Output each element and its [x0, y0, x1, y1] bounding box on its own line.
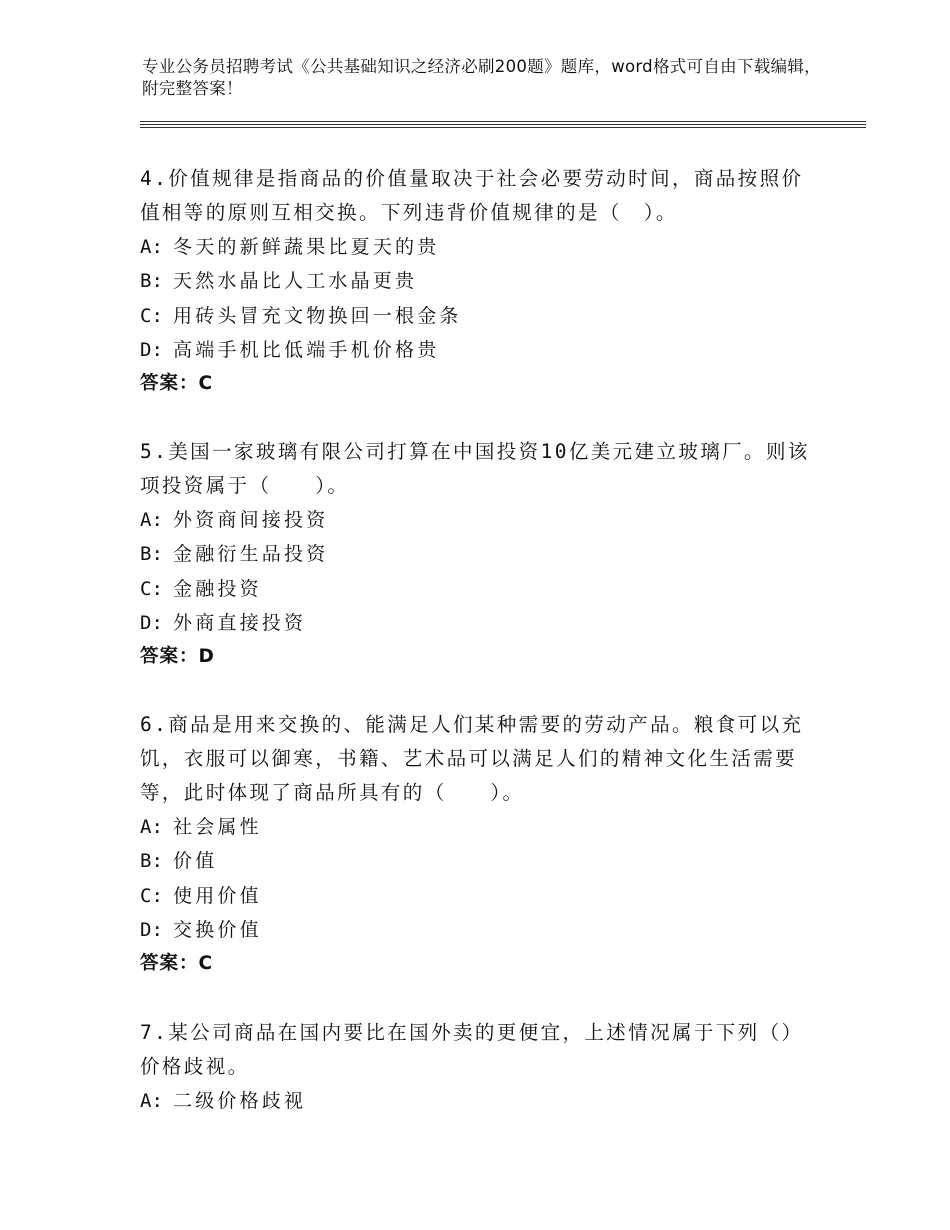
- option-c: [140, 879, 820, 913]
- option-letter: A:: [140, 1090, 163, 1112]
- answer-value: C: [198, 953, 214, 975]
- option-text: 高端手机比低端手机价格贵: [173, 338, 440, 361]
- answer-value: D: [198, 646, 215, 668]
- option-text: 外商直接投资: [173, 611, 307, 634]
- question-stem: 6.商品是用来交换的、能满足人们某种需要的劳动产品。粮食可以充饥，衣服可以御寒，书籍、艺术品可以满足人们的精神文化生活需要等，此时体现了商品所具有的（ ）。: [140, 713, 804, 804]
- option-text: 使用价值: [173, 884, 262, 907]
- option-d: [140, 333, 820, 367]
- answer-line: [140, 640, 820, 674]
- question-stem: 7.某公司商品在国内要比在国外卖的更便宜，上述情况属于下列（）价格歧视。: [140, 1021, 804, 1078]
- question-block: [140, 435, 820, 674]
- header-divider-line: [140, 127, 866, 128]
- option-d: [140, 606, 820, 640]
- question-block: [140, 708, 820, 981]
- option-letter: A:: [140, 816, 163, 838]
- option-c: [140, 572, 820, 606]
- option-letter: A:: [140, 509, 163, 531]
- answer-value: C: [198, 373, 214, 395]
- option-a: [140, 810, 820, 844]
- answer-line: [140, 367, 820, 401]
- option-letter: C:: [140, 577, 163, 600]
- option-b: [140, 844, 820, 878]
- option-letter: D:: [140, 338, 163, 361]
- option-d: [140, 913, 820, 947]
- option-letter: B:: [140, 543, 163, 566]
- option-text: 用砖头冒充文物换回一根金条: [173, 304, 462, 327]
- option-text: 交换价值: [173, 918, 262, 941]
- document-header: 专业公务员招聘考试《公共基础知识之经济必刷200题》题库，word格式可自由下载编辑，附完整答案！: [142, 57, 821, 98]
- option-text: 金融衍生品投资: [173, 543, 329, 566]
- option-letter: D:: [140, 611, 163, 634]
- question-stem: 4.价值规律是指商品的价值量取决于社会必要劳动时间，商品按照价值相等的原则互相交换。下列违背价值规律的是（ ）。: [140, 167, 804, 224]
- answer-label: 答案：: [140, 953, 199, 975]
- option-letter: C:: [140, 884, 163, 907]
- option-letter: B:: [140, 850, 163, 873]
- option-letter: D:: [140, 918, 163, 941]
- option-text: 价值: [173, 850, 218, 873]
- question-stem: 5.美国一家玻璃有限公司打算在中国投资10亿美元建立玻璃厂。则该项投资属于（ ）。: [140, 440, 810, 497]
- option-letter: C:: [140, 304, 163, 327]
- option-letter: A:: [140, 236, 163, 258]
- option-text: 社会属性: [173, 816, 262, 838]
- option-text: 二级价格歧视: [173, 1090, 307, 1112]
- answer-label: 答案：: [140, 646, 199, 668]
- answer-line: [140, 947, 820, 981]
- option-b: [140, 264, 820, 298]
- question-block: [140, 162, 820, 401]
- option-a: [140, 230, 820, 264]
- question-block: [140, 1016, 820, 1118]
- header-divider-line: [140, 124, 866, 125]
- option-letter: B:: [140, 270, 163, 293]
- option-text: 外资商间接投资: [173, 509, 329, 531]
- option-text: 冬天的新鲜蔬果比夏天的贵: [173, 236, 440, 258]
- option-a: [140, 1084, 820, 1118]
- option-text: 天然水晶比人工水晶更贵: [173, 270, 418, 293]
- option-a: [140, 503, 820, 537]
- option-text: 金融投资: [173, 577, 262, 600]
- option-c: [140, 299, 820, 333]
- header-divider-line: [140, 121, 866, 122]
- answer-label: 答案：: [140, 373, 199, 395]
- option-b: [140, 537, 820, 571]
